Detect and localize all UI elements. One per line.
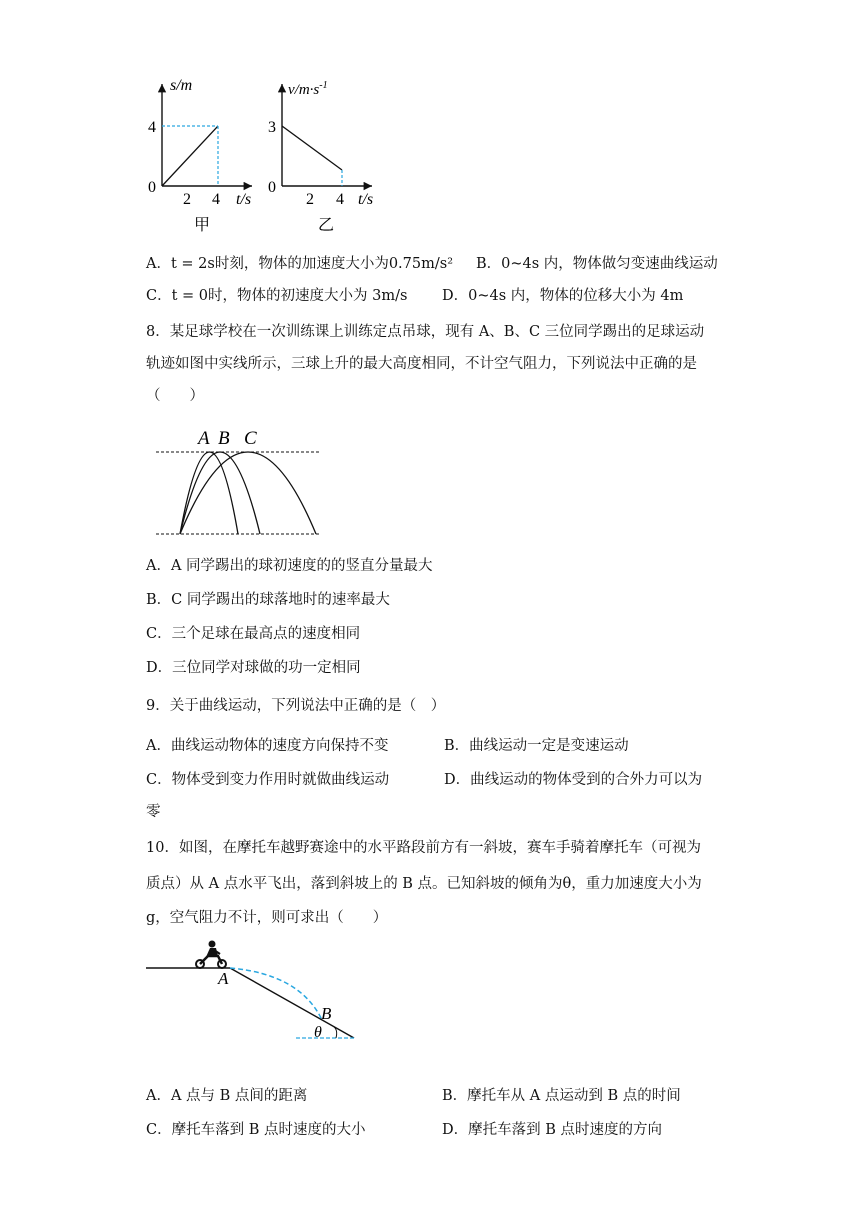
q9-stem: 9．关于曲线运动，下列说法中正确的是（ ） (146, 698, 446, 714)
q8-option-c[interactable]: C．三个足球在最高点的速度相同 (146, 626, 361, 642)
label-c: C (244, 428, 257, 449)
q8-stem-line2: 轨迹如图中实线所示，三球上升的最大高度相同，不计空气阻力，下列说法中正确的是 (146, 356, 697, 372)
tick-x4: 4 (212, 191, 220, 208)
x-axis-label: t/s (358, 191, 374, 208)
q7-option-b[interactable]: B．0~4s 内，物体做匀变速曲线运动 (476, 256, 718, 272)
label-theta: θ (314, 1024, 322, 1041)
q10-option-a[interactable]: A．A 点与 B 点间的距离 (146, 1088, 308, 1104)
q10-stem-line2: 质点）从 A 点水平飞出，落到斜坡上的 B 点。已知斜坡的倾角为θ，重力加速度大小为 (146, 876, 702, 892)
q9-option-d[interactable]: D．曲线运动的物体受到的合外力可以为 (444, 772, 703, 788)
q7-option-d[interactable]: D．0~4s 内，物体的位移大小为 4m (442, 288, 684, 304)
q8-option-b[interactable]: B．C 同学踢出的球落地时的速率最大 (146, 592, 390, 608)
q9-option-a[interactable]: A．曲线运动物体的速度方向保持不变 (146, 738, 389, 754)
graph-yi-v-t (262, 72, 392, 242)
q10-stem-line1: 10．如图，在摩托车越野赛途中的水平路段前方有一斜坡，赛车手骑着摩托车（可视为 (146, 840, 701, 856)
tick-y4: 4 (148, 119, 156, 136)
v-t-line (282, 126, 342, 170)
q9-option-b[interactable]: B．曲线运动一定是变速运动 (444, 738, 629, 754)
y-axis-label: $v/m\cdot s^{-1}$ (288, 80, 328, 98)
tick-origin: 0 (268, 179, 276, 196)
tick-x2: 2 (183, 191, 191, 208)
label-b: B (218, 428, 230, 449)
trajectory-a (180, 452, 238, 534)
q10-stem-line3: g，空气阻力不计，则可求出（ ） (146, 910, 388, 926)
q10-slope-figure (140, 930, 370, 1050)
q9-option-d-continuation: 零 (146, 804, 161, 820)
tick-y3: 3 (268, 119, 276, 136)
q8-option-d[interactable]: D．三位同学对球做的功一定相同 (146, 660, 361, 676)
q9-option-c[interactable]: C．物体受到变力作用时就做曲线运动 (146, 772, 390, 788)
label-a: A (218, 969, 229, 988)
q8-stem-line3: （ ） (146, 388, 204, 404)
q10-option-c[interactable]: C．摩托车落到 B 点时速度的大小 (146, 1122, 366, 1138)
graph-caption: 甲 (194, 217, 211, 234)
q8-stem-line1: 8．某足球学校在一次训练课上训练定点吊球，现有 A、B、C 三位同学踢出的足球运动 (146, 324, 705, 340)
q10-option-d[interactable]: D．摩托车落到 B 点时速度的方向 (442, 1122, 662, 1138)
q7-option-a[interactable]: A．t = 2s时刻，物体的加速度大小为0.75m/s² (146, 256, 454, 272)
q8-option-a[interactable]: A．A 同学踢出的球初速度的的竖直分量最大 (146, 558, 433, 574)
q8-trajectory-figure (150, 420, 330, 544)
graph-jia-s-t (140, 72, 270, 242)
x-axis-label: t/s (236, 191, 252, 208)
tick-x4: 4 (336, 191, 344, 208)
slope-line (230, 968, 354, 1038)
motorcycle-icon (196, 941, 226, 969)
tick-origin: 0 (148, 179, 156, 196)
q10-option-b[interactable]: B．摩托车从 A 点运动到 B 点的时间 (442, 1088, 681, 1104)
trajectory-b (180, 452, 260, 534)
tick-x2: 2 (306, 191, 314, 208)
label-b: B (321, 1004, 332, 1023)
q7-option-c[interactable]: C．t = 0时，物体的初速度大小为 3m/s (146, 288, 408, 304)
graph-caption: 乙 (318, 217, 335, 234)
s-t-line (162, 126, 218, 186)
y-axis-label: s/m (170, 77, 193, 94)
label-a: A (198, 428, 210, 449)
